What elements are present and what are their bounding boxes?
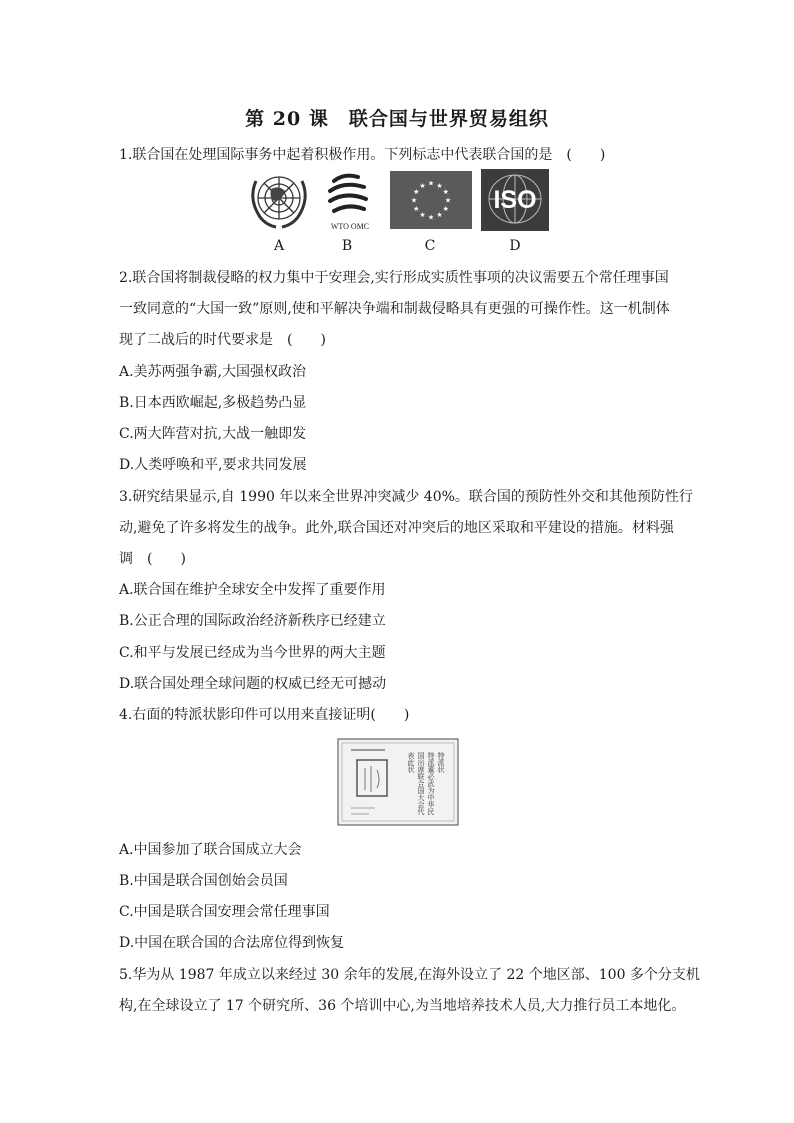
logo-labels (244, 238, 550, 258)
eu-star-icon: ★ (427, 179, 435, 188)
q4-option-c: C.中国是联合国安理会常任理事国 (119, 904, 330, 920)
logo-options (244, 169, 550, 231)
label-a: A (273, 238, 285, 254)
wto-logo-icon (320, 169, 380, 231)
q3-stem-line-3: 调 ( ) (119, 551, 186, 567)
un-emblem-icon (244, 169, 314, 231)
iso-logo-icon (481, 169, 549, 231)
q5-stem-line-1: 5.华为从 1987 年成立以来经过 30 余年的发展,在海外设立了 22 个地区部、100 多个分支机 (119, 967, 700, 983)
eu-star-icon: ★ (419, 181, 426, 190)
q4-option-b: B.中国是联合国创始会员国 (119, 873, 288, 889)
doc-line-3: 表此状 (407, 752, 415, 773)
eu-star-icon: ★ (419, 211, 426, 220)
q3-stem-line-2: 动,避免了许多将发生的战争。此外,联合国还对冲突后的地区采取和平建设的措施。材料强 (119, 520, 674, 536)
eu-star-icon: ★ (436, 211, 443, 220)
doc-title-text: 特派状 (437, 752, 445, 773)
q3-stem-line-1: 3.研究结果显示,自 1990 年以来全世界冲突减少 40%。联合国的预防性外交和其他预防性行 (119, 489, 693, 505)
label-b: B (341, 238, 353, 254)
eu-star-icon: ★ (442, 205, 449, 213)
doc-line-1: 特派董必武为中华民 (427, 752, 435, 815)
wto-omc-text: WTO OMC (330, 222, 370, 231)
eu-star-icon: ★ (436, 181, 443, 190)
q2-stem-line-2: 一致同意的“大国一致”原则,使和平解决争端和制裁侵略具有更强的可操作性。这一机制体 (119, 301, 670, 317)
eu-star-icon: ★ (427, 213, 435, 222)
eu-flag-icon (390, 169, 472, 231)
doc-line-2: 国出席联合国大会代 (417, 752, 425, 815)
q2-option-b: B.日本西欧崛起,多极趋势凸显 (119, 395, 307, 411)
q4-option-d: D.中国在联合国的合法席位得到恢复 (119, 935, 345, 951)
eu-star-icon: ★ (442, 188, 449, 196)
q3-option-a: A.联合国在维护全球安全中发挥了重要作用 (119, 582, 386, 598)
eu-star-icon: ★ (413, 188, 420, 196)
label-c: C (424, 238, 436, 254)
q4-option-a: A.中国参加了联合国成立大会 (119, 842, 302, 858)
eu-star-icon: ★ (410, 196, 418, 205)
q2-stem-line-1: 2.联合国将制裁侵略的权力集中于安理会,实行形成实质性事项的决议需要五个常任理事国 (119, 270, 669, 286)
q3-option-b: B.公正合理的国际政治经济新秩序已经建立 (119, 613, 386, 629)
q2-option-a: A.美苏两强争霸,大国强权政治 (119, 364, 307, 380)
iso-text: ISO (493, 186, 537, 214)
q3-option-d: D.联合国处理全球问题的权威已经无可撼动 (119, 676, 387, 692)
credentials-document-image (337, 738, 459, 826)
q1-stem: 1.联合国在处理国际事务中起着积极作用。下列标志中代表联合国的是 ( ) (119, 147, 606, 163)
label-d: D (509, 238, 521, 254)
q2-stem-line-3: 现了二战后的时代要求是 ( ) (119, 332, 326, 348)
page-title: 第 20 课 联合国与世界贸易组织 (245, 108, 549, 130)
q4-stem: 4.右面的特派状影印件可以用来直接证明( ) (119, 707, 410, 723)
eu-star-icon: ★ (413, 205, 420, 213)
q5-stem-line-2: 构,在全球设立了 17 个研究所、36 个培训中心,为当地培养技术人员,大力推行员工本地化。 (119, 998, 686, 1014)
q3-option-c: C.和平与发展已经成为当今世界的两大主题 (119, 645, 386, 661)
eu-star-icon: ★ (444, 196, 452, 205)
q2-option-c: C.两大阵营对抗,大战一触即发 (119, 426, 307, 442)
q2-option-d: D.人类呼唤和平,要求共同发展 (119, 457, 307, 473)
